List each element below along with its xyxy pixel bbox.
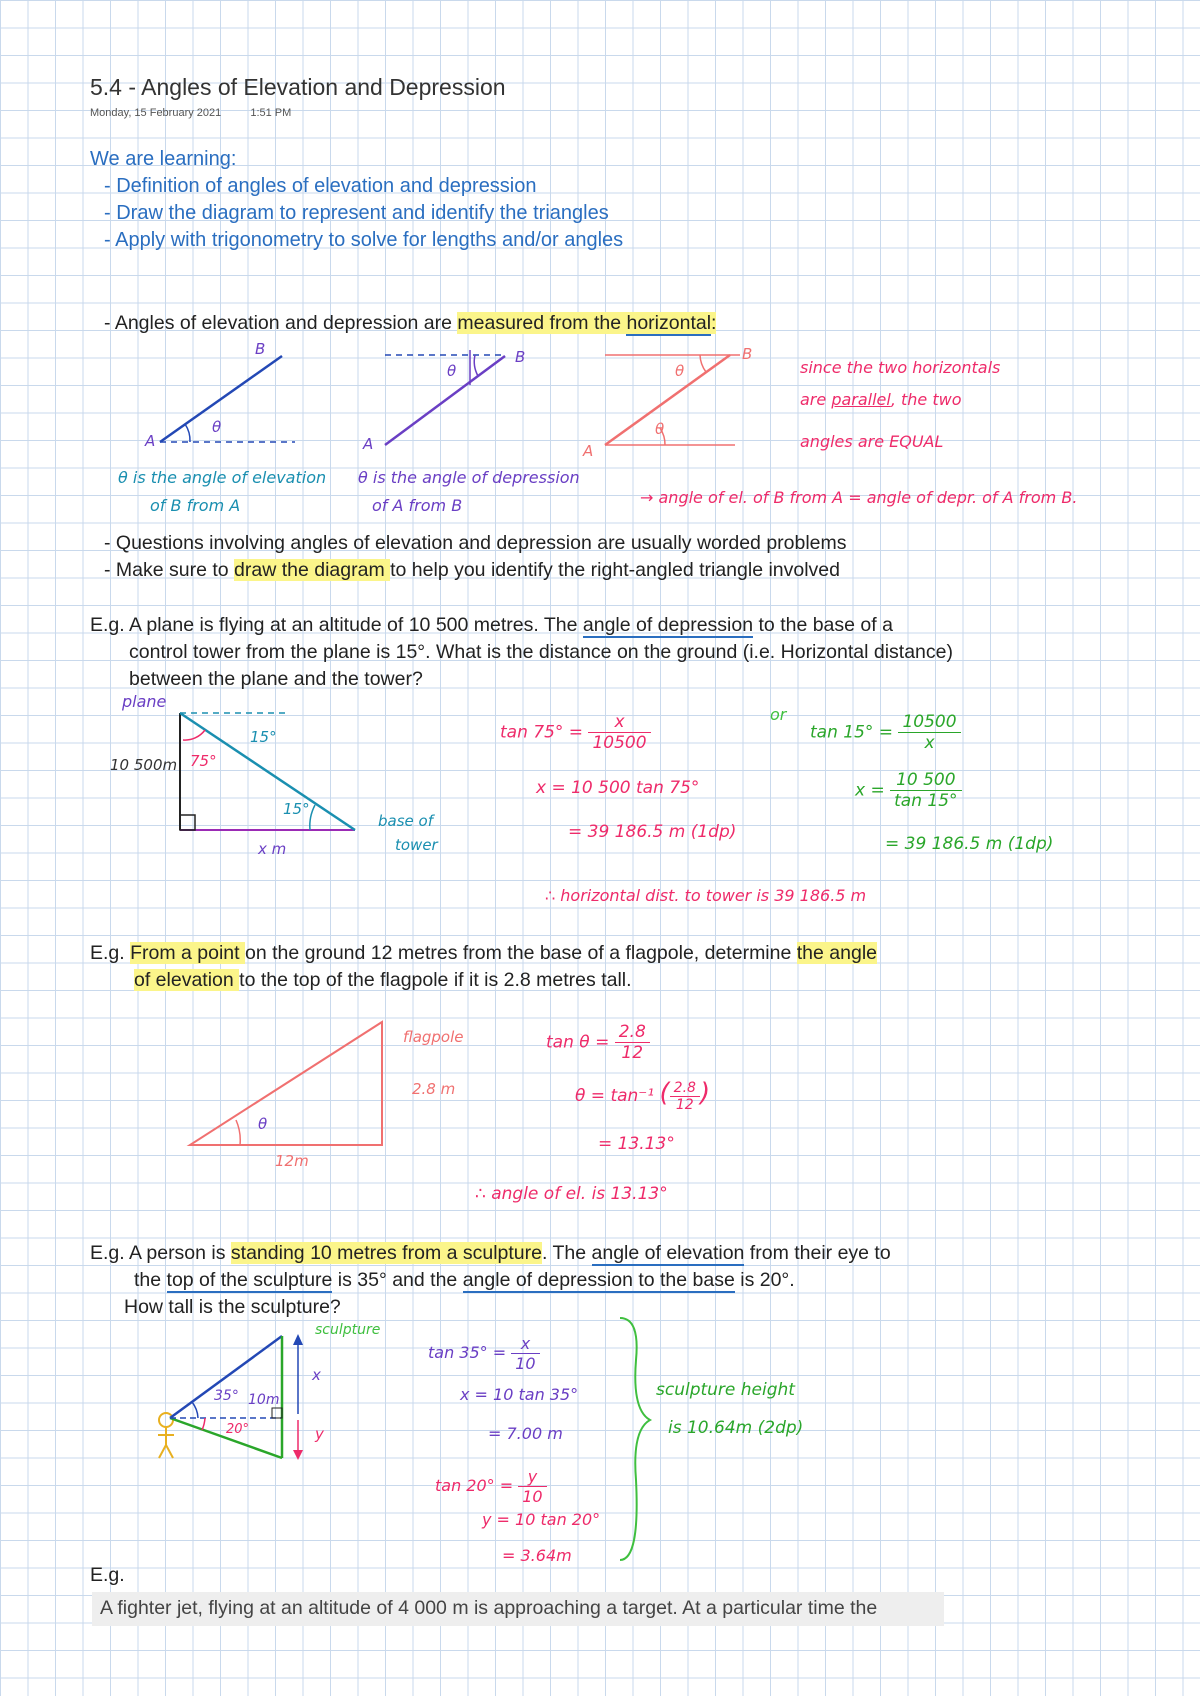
- note-draw-highlight: draw the diagram: [234, 559, 391, 581]
- example3-tan35-num: x: [511, 1334, 539, 1354]
- example2-l1-highlight-2: the angle: [796, 942, 878, 964]
- example2-flagpole-label: flagpole: [403, 1028, 464, 1046]
- diagram1-label-a: A: [145, 432, 156, 450]
- example2-l1-highlight-1: From a point: [130, 942, 245, 964]
- diagram3-label-theta-bottom: θ: [655, 420, 665, 438]
- example1-tan75-den: 10500: [592, 733, 647, 753]
- example3-tan20-num: y: [518, 1467, 546, 1487]
- example4-text: A fighter jet, flying at an altitude of 4 000 m is approaching a target. At a particular time the: [100, 1597, 878, 1619]
- example3-l2-mid: is 35° and the: [332, 1269, 463, 1291]
- example1-angle-15-bottom: 15°: [283, 800, 310, 818]
- note-equal-angles: → angle of el. of B from A = angle of depr. of A from B.: [640, 488, 1078, 507]
- note-parallel-2a: are: [800, 390, 832, 409]
- note-depression-1: θ is the angle of depression: [358, 468, 580, 487]
- diagram3-label-theta-top: θ: [675, 362, 685, 380]
- example3-angle-35: 35°: [214, 1388, 239, 1404]
- page-time: 1:51 PM: [250, 107, 292, 119]
- example3-x-val: = 7.00 m: [488, 1424, 563, 1443]
- example2-theta-label: θ: [258, 1115, 268, 1133]
- intro-highlight-2: horizontal: [626, 312, 712, 334]
- example1-l1-prefix: E.g. A plane is flying at an altitude of 10 500 metres. The: [90, 614, 583, 636]
- example3-line3: How tall is the sculpture?: [124, 1296, 341, 1318]
- learning-heading: We are learning:: [90, 148, 237, 170]
- example2-l2-suffix: to the top of the flagpole if it is 2.8 metres tall.: [239, 969, 632, 991]
- example3-distance-label: 10m: [248, 1392, 280, 1408]
- example2-tan-den: 12: [621, 1043, 644, 1063]
- example3-tan20: [435, 1467, 547, 1506]
- example3-l1-underline: angle of elevation: [591, 1242, 745, 1264]
- example2-l2-highlight: of elevation: [134, 969, 240, 991]
- page-date: Monday, 15 February 2021: [90, 107, 222, 119]
- example3-answer-1: sculpture height: [656, 1380, 795, 1400]
- example2-tan-num: 2.8: [615, 1022, 650, 1043]
- note-depression-2: of A from B: [372, 496, 463, 515]
- note-parallel-2c: , the two: [890, 390, 962, 409]
- diagram2-label-theta: θ: [447, 362, 457, 380]
- example4-label: E.g.: [90, 1564, 125, 1586]
- example1-x-eq: x = 10 500 tan 75°: [536, 778, 700, 798]
- example3-tan20-lhs: tan 20° =: [435, 1476, 514, 1495]
- learning-item-3: - Apply with trigonometry to solve for lengths and/or angles: [104, 229, 624, 251]
- note-parallel-3: angles are EQUAL: [800, 432, 944, 451]
- example1-line3: between the plane and the tower?: [129, 668, 423, 690]
- example1-x-eq2-den: tan 15°: [894, 791, 958, 811]
- page-title: 5.4 - Angles of Elevation and Depression: [90, 74, 506, 100]
- example1-l1-suffix: to the base of a: [753, 614, 893, 636]
- example1-conclusion: ∴ horizontal dist. to tower is 39 186.5 m: [545, 886, 867, 905]
- example3-y-val: = 3.64m: [502, 1546, 572, 1565]
- example1-l1-underline: angle of depression: [582, 614, 754, 636]
- example3-tan35-lhs: tan 35° =: [428, 1343, 507, 1362]
- example3-tan35-den: 10: [515, 1354, 536, 1373]
- example3-l1-mid: . The: [542, 1242, 592, 1264]
- example2-inverse-lhs: θ = tan⁻¹: [575, 1086, 655, 1106]
- example2-base-label: 12m: [275, 1152, 309, 1170]
- note-parallel-1: since the two horizontals: [800, 358, 1001, 377]
- example2-l1-prefix: E.g.: [90, 942, 131, 964]
- note-parallel-2b: parallel: [831, 390, 891, 409]
- example1-plane-label: plane: [122, 692, 167, 711]
- example3-x-label: x: [312, 1366, 321, 1384]
- example2-inverse-den: 12: [675, 1096, 694, 1113]
- example1-x-val: = 39 186.5 m (1dp): [568, 822, 737, 842]
- diagram2-label-b: B: [515, 348, 526, 366]
- diagram2-label-a: A: [363, 435, 374, 453]
- example2-inverse-num: 2.8: [670, 1080, 700, 1097]
- example3-y-eq: y = 10 tan 20°: [482, 1510, 601, 1529]
- learning-item-2: - Draw the diagram to represent and identify the triangles: [104, 202, 609, 224]
- example3-l1-highlight: standing 10 metres from a sculpture: [230, 1242, 542, 1264]
- example1-line2: control tower from the plane is 15°. What is the distance on the ground (i.e. Horizontal distance): [129, 641, 953, 663]
- example1-tan15-den: x: [924, 733, 935, 753]
- intro-prefix: - Angles of elevation and depression are: [104, 312, 458, 334]
- example3-sculpture-label: sculpture: [315, 1322, 381, 1338]
- example1-tan75-num: x: [588, 712, 650, 733]
- example3-l2-suffix: is 20°.: [734, 1269, 795, 1291]
- example2-l1-mid: on the ground 12 metres from the base of a flagpole, determine: [245, 942, 797, 964]
- example1-tan15-num: 10500: [898, 712, 960, 733]
- diagram1-label-theta: θ: [212, 418, 222, 436]
- diagram3-label-b: B: [742, 345, 753, 363]
- example2-tan-lhs: tan θ =: [546, 1032, 610, 1053]
- example1-x-eq2-num: 10 500: [890, 770, 961, 791]
- diagram1-label-b: B: [255, 340, 266, 358]
- example1-altitude-label: 10 500m: [110, 756, 178, 774]
- example3-l1-prefix: E.g. A person is: [90, 1242, 231, 1264]
- example1-tan75-lhs: tan 75° =: [500, 722, 584, 743]
- example1-x-eq2-lhs: x =: [855, 780, 885, 801]
- example3-y-label: y: [315, 1425, 324, 1443]
- example3-tan20-den: 10: [522, 1487, 543, 1506]
- example1-angle-75: 75°: [190, 752, 217, 770]
- note-draw-prefix: - Make sure to: [104, 559, 235, 581]
- example3-l2-prefix: the: [134, 1269, 167, 1291]
- example1-tan15-lhs: tan 15° =: [810, 722, 894, 743]
- diagram3-label-a: A: [583, 442, 594, 460]
- example1-x-label: x m: [258, 840, 287, 858]
- example1-angle-15-top: 15°: [250, 728, 277, 746]
- example2-conclusion: ∴ angle of el. is 13.13°: [475, 1184, 668, 1204]
- note-elevation-1: θ is the angle of elevation: [118, 468, 327, 487]
- example1-x-val2: = 39 186.5 m (1dp): [885, 834, 1054, 854]
- example1-base-label-2: tower: [395, 836, 438, 854]
- intro-highlight-1: measured from the: [457, 312, 627, 334]
- note-draw-suffix: to help you identify the right-angled triangle involved: [390, 559, 840, 581]
- example2-value: = 13.13°: [598, 1134, 675, 1154]
- note-elevation-2: of B from A: [150, 496, 241, 515]
- example3-l2-underline-1: top of the sculpture: [166, 1269, 333, 1291]
- intro-suffix: :: [711, 312, 717, 334]
- example3-answer-2: is 10.64m (2dp): [668, 1418, 804, 1438]
- example2-paren-close: ): [699, 1078, 711, 1108]
- example3-tan35: [428, 1334, 540, 1373]
- example3-l2-underline-2: angle of depression to the base: [462, 1269, 735, 1291]
- example3-x-eq: x = 10 tan 35°: [460, 1385, 579, 1404]
- example1-or: or: [770, 705, 787, 724]
- example3-l1-suffix: from their eye to: [744, 1242, 891, 1264]
- example2-paren-open: (: [659, 1078, 670, 1108]
- learning-item-1: - Definition of angles of elevation and depression: [104, 175, 537, 197]
- note-worded-problems: - Questions involving angles of elevation and depression are usually worded problems: [104, 532, 847, 554]
- example1-base-label-1: base of: [378, 812, 433, 830]
- example2-height-label: 2.8 m: [412, 1080, 456, 1098]
- example3-angle-20: 20°: [226, 1422, 250, 1437]
